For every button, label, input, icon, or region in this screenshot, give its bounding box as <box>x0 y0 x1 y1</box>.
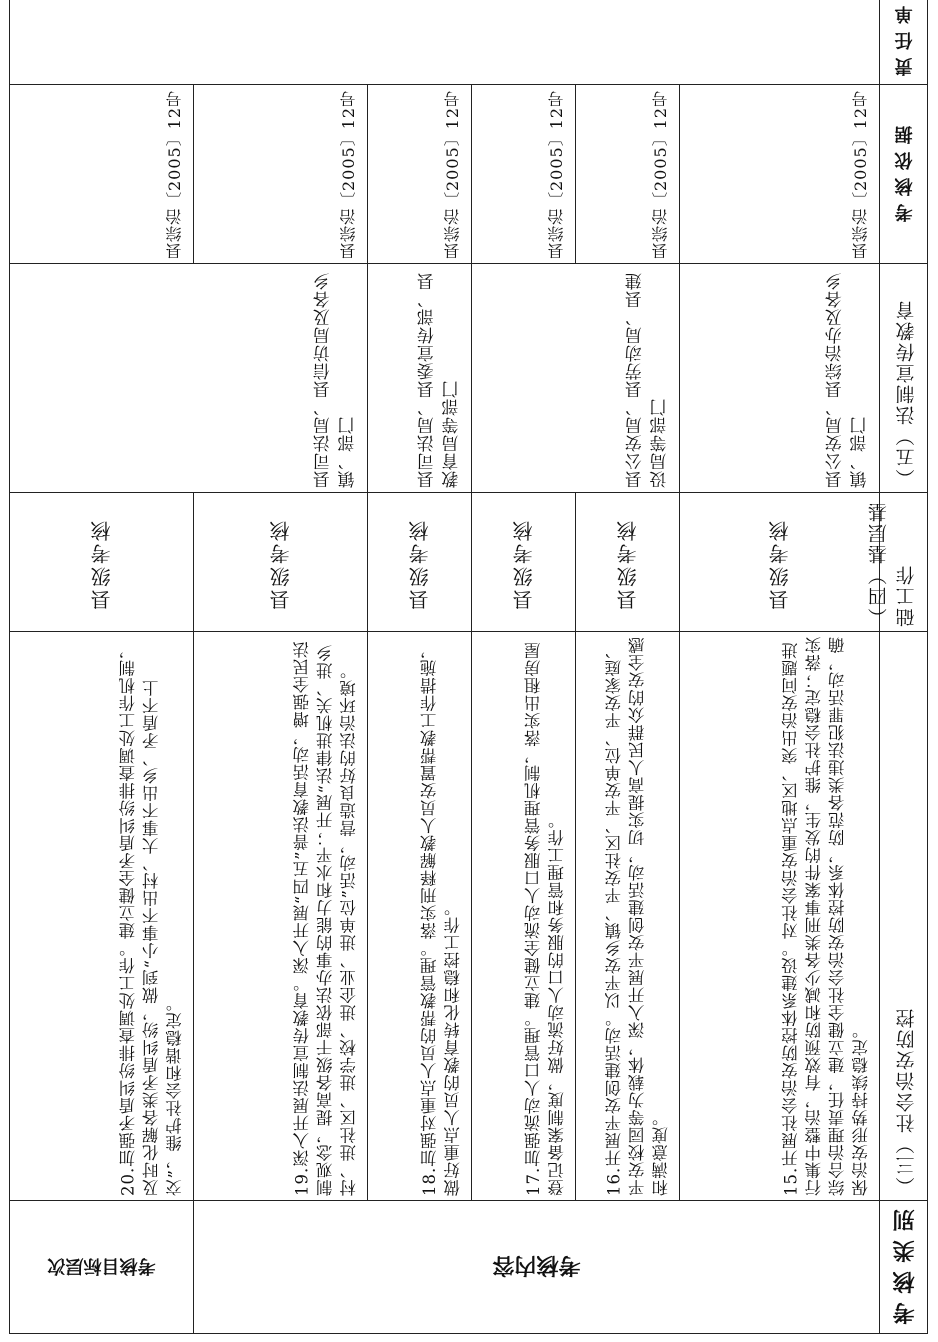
category-label: （五）法制宣传教育 <box>895 299 918 488</box>
content-cell <box>368 632 472 1201</box>
responsible-cell <box>472 264 680 493</box>
assessment-table <box>9 0 928 1334</box>
content-cell <box>472 632 576 1201</box>
category-cell <box>880 264 928 493</box>
content-text: 17.加强流动人口管理。建立健全流动人口服务管理机制，落实出租房屋登记备案制度，做好流动人口的服务和管理工作。 <box>524 641 567 1196</box>
category-cell <box>867 493 928 632</box>
responsible-text: 县公安局、县劳动局、县建设局等部门 <box>625 272 671 488</box>
level-text: 县级考核 <box>616 518 640 610</box>
category-cell <box>880 632 928 1201</box>
basis-cell <box>368 85 472 264</box>
category-label: （四）基层基础工作 <box>867 501 918 627</box>
content-text: 19.深入开展法制宣传教育。深入开展“四五”普法教育活动，增强全民法制观念，提高各级干部依法办事的能力和水平；开展“法律进机关、进乡村、进社区、进学校、进企业、进单位”活动，营造良好的法治环境。 <box>292 640 359 1196</box>
basis-text: 县综治〔2005〕12号 <box>851 89 870 259</box>
footer-spacer <box>9 0 879 85</box>
level-text: 县级考核 <box>89 518 114 610</box>
level-cell <box>368 493 472 632</box>
level-cell <box>193 493 367 632</box>
level-text: 县级考核 <box>408 518 432 610</box>
content-cell <box>9 632 193 1201</box>
basis-cell <box>193 85 367 264</box>
content-cell <box>193 632 367 1201</box>
responsible-cell <box>680 264 880 493</box>
basis-text: 县综治〔2005〕12号 <box>164 89 184 259</box>
basis-text: 县综治〔2005〕12号 <box>547 89 566 259</box>
basis-text: 县综治〔2005〕12号 <box>443 89 462 259</box>
level-text: 县级考核 <box>512 518 536 610</box>
header-basis: 考核依据 <box>880 85 928 264</box>
category-label: （三）社会治安防控 <box>895 1007 918 1196</box>
header-level: 考核目标层次 <box>9 1201 193 1334</box>
level-cell <box>680 493 880 632</box>
content-cell <box>576 632 680 1201</box>
content-cell <box>680 632 880 1201</box>
assessment-table-sheet <box>10 3 928 1334</box>
level-text: 县级考核 <box>768 518 792 610</box>
level-cell <box>472 493 576 632</box>
basis-text: 县综治〔2005〕12号 <box>339 89 358 259</box>
header-content: 考核内容 <box>193 1201 879 1334</box>
basis-cell <box>680 85 880 264</box>
basis-cell <box>472 85 576 264</box>
basis-cell <box>9 85 193 264</box>
responsible-cell <box>9 264 367 493</box>
responsible-cell <box>368 264 472 493</box>
responsible-text: 县司法局、县信访局及各乡镇、部门 <box>313 272 359 488</box>
content-text: 18.加强对重点人员的帮教管理。落实刑释解教人员安置帮教工作措施，做好重点人员的教育转化和稳控工作。 <box>420 641 463 1196</box>
level-cell <box>9 493 193 632</box>
content-text: 15.开展社会治安防控体系建设。对社会治安重点地区、突出治安问题进行集中整治，有效预防和减少各类刑事案件的发生，维护社会稳定；落实综合治理责任，建立健全社会治安防控体系，防范各类违法犯罪活动，确保治安形势持续稳定。 <box>781 636 871 1196</box>
level-cell <box>576 493 680 632</box>
responsible-text: 县司法局、县委宣传部、县教育局等部门 <box>417 272 463 488</box>
basis-cell <box>576 85 680 264</box>
responsible-text: 县公安局、县综治办及各乡镇、部门 <box>825 272 871 488</box>
basis-text: 县综治〔2005〕12号 <box>651 89 670 259</box>
content-text: 16.开展平安创建活动。以平安乡镇、平安社区、平安单位、平安家庭、平安校园等为载体，深入开展平安创建活动，切实提高人民群众的安全感和满意度。 <box>604 636 671 1196</box>
header-responsible-label: 责任单 <box>880 0 928 85</box>
level-text: 县级考核 <box>268 518 293 610</box>
header-category: 考核类别 <box>880 1201 928 1334</box>
content-text: 20.加强矛盾纠纷排查调处工作。建立健全矛盾纠纷排查调处工作机制，及时化解各类矛盾纠纷，做到“小事不出村、大事不出乡、矛盾不上交”，维护社会和谐稳定。 <box>118 641 185 1196</box>
